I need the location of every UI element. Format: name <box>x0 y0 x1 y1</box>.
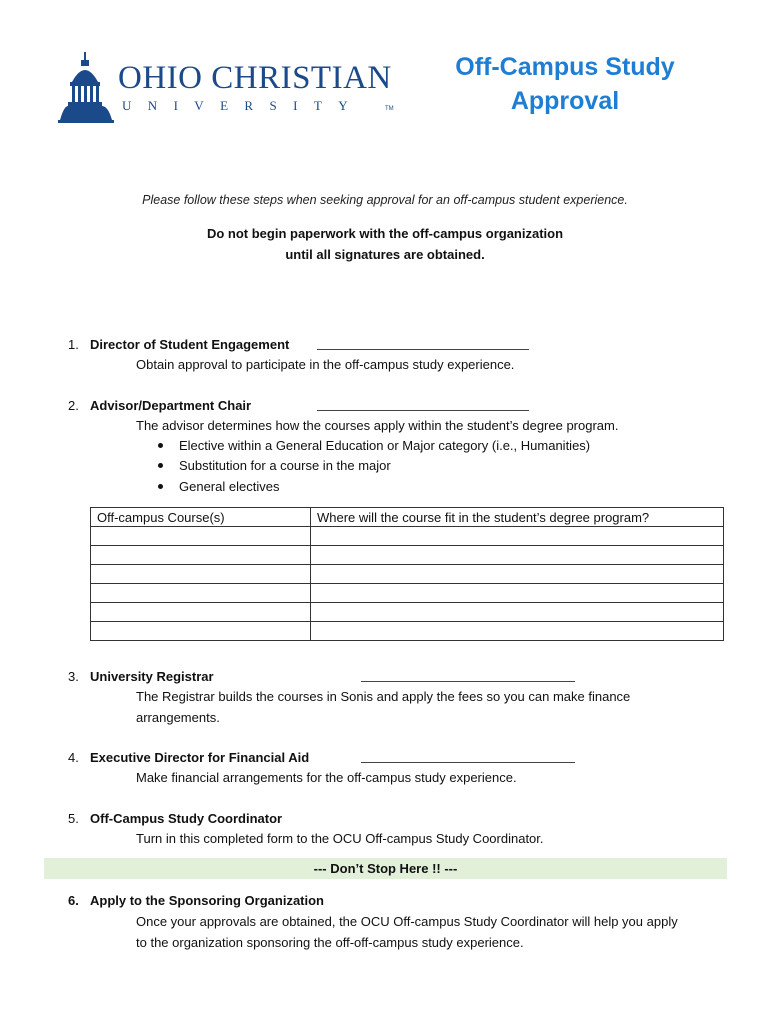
step-title: Executive Director for Financial Aid <box>90 750 310 765</box>
step-number: 6. <box>68 893 79 908</box>
table-row <box>91 565 724 584</box>
logo-text-primary: OHIO CHRISTIAN <box>118 60 392 96</box>
step-description: The advisor determines how the courses apply within the student’s degree program. <box>136 418 619 433</box>
course-cell[interactable] <box>91 527 311 546</box>
step-number: 2. <box>68 398 79 413</box>
table-row <box>91 584 724 603</box>
course-cell[interactable] <box>91 584 311 603</box>
title-line-1: Off-Campus Study <box>455 53 675 81</box>
table-row <box>91 546 724 565</box>
bullet-item: General electives <box>158 477 279 498</box>
placement-cell[interactable] <box>311 527 724 546</box>
warning-line-1: Do not begin paperwork with the off-campus organization <box>206 226 564 241</box>
step-title: Director of Student Engagement <box>90 337 290 352</box>
warning-text <box>0 223 770 265</box>
course-cell[interactable] <box>91 622 311 641</box>
step-number: 5. <box>68 811 79 826</box>
step-title: Advisor/Department Chair <box>90 398 252 413</box>
column-header-placement: Where will the course fit in the student’s degree program? <box>311 508 724 527</box>
placement-cell[interactable] <box>311 565 724 584</box>
course-cell[interactable] <box>91 603 311 622</box>
placement-cell[interactable] <box>311 584 724 603</box>
step-description: Turn in this completed form to the OCU Off-campus Study Coordinator. <box>136 831 544 846</box>
dont-stop-banner: --- Don’t Stop Here !! --- <box>44 858 727 879</box>
step-title: Apply to the Sponsoring Organization <box>90 893 324 908</box>
placement-cell[interactable] <box>311 546 724 565</box>
signature-line[interactable] <box>361 762 575 763</box>
course-cell[interactable] <box>91 565 311 584</box>
course-table <box>90 507 724 641</box>
course-cell[interactable] <box>91 546 311 565</box>
signature-line[interactable] <box>317 410 529 411</box>
column-header-course: Off-campus Course(s) <box>91 508 311 527</box>
step-description: Once your approvals are obtained, the OCU Off-campus Study Coordinator will help you apply <box>136 914 678 929</box>
logo-text-secondary: UNIVERSITY <box>122 98 364 113</box>
step-title: Off-Campus Study Coordinator <box>90 811 283 826</box>
step-number: 4. <box>68 750 79 765</box>
signature-line[interactable] <box>361 681 575 682</box>
page-title <box>435 50 695 118</box>
step-description: Obtain approval to participate in the off-campus study experience. <box>136 357 515 372</box>
table-row <box>91 622 724 641</box>
bullet-item: Substitution for a course in the major <box>158 456 391 477</box>
placement-cell[interactable] <box>311 603 724 622</box>
step-description: The Registrar builds the courses in Sonis and apply the fees so you can make finance <box>136 689 631 704</box>
bullet-icon <box>158 484 163 489</box>
step-description: Make financial arrangements for the off-campus study experience. <box>136 770 517 785</box>
university-logo <box>58 52 114 124</box>
step-number: 3. <box>68 669 79 684</box>
title-line-2: Approval <box>510 87 620 115</box>
table-row <box>91 603 724 622</box>
warning-line-2: until all signatures are obtained. <box>285 247 485 262</box>
table-header-row <box>91 508 724 527</box>
step-number: 1. <box>68 337 79 352</box>
signature-line[interactable] <box>317 349 529 350</box>
step-description: to the organization sponsoring the off-off-campus study experience. <box>136 935 524 950</box>
intro-text: Please follow these steps when seeking approval for an off-campus student experience. <box>142 193 628 207</box>
bullet-icon <box>158 443 163 448</box>
step-title: University Registrar <box>90 669 214 684</box>
dome-icon <box>58 52 114 124</box>
table-row <box>91 527 724 546</box>
placement-cell[interactable] <box>311 622 724 641</box>
logo-trademark: TM <box>385 106 394 112</box>
bullet-item: Elective within a General Education or Major category (i.e., Humanities) <box>158 436 590 457</box>
bullet-icon <box>158 463 163 468</box>
step-description: arrangements. <box>136 710 220 725</box>
